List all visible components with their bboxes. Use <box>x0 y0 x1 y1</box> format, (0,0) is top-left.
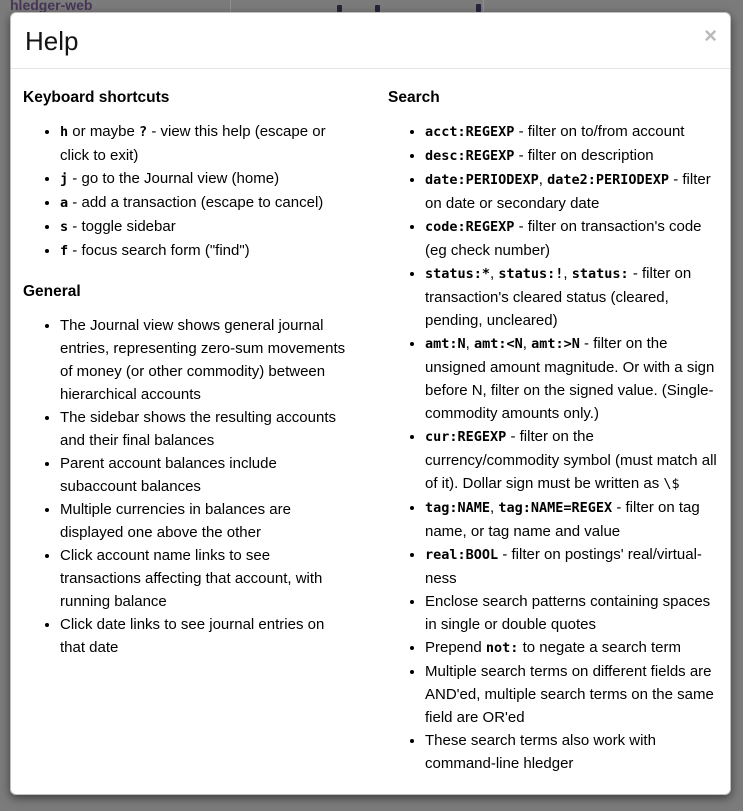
section-heading: Keyboard shortcuts <box>23 89 170 106</box>
text-run: - view this help (escape or click to exit) <box>60 123 326 164</box>
page-divider-line <box>483 0 484 12</box>
list-item <box>425 215 719 262</box>
page-backdrop <box>0 0 743 12</box>
help-column-left <box>23 69 371 779</box>
text-run: to negate a search term <box>518 639 681 656</box>
code-snippet: status:! <box>498 266 564 282</box>
text-run: The Journal view shows general journal entries, representing zero-sum movements of money (or other commodity) between hierarchical accounts <box>60 317 346 403</box>
text-run: - filter on to/from account <box>514 123 685 140</box>
code-snippet: date:PERIODEXP <box>425 172 539 188</box>
text-run: The sidebar shows the resulting accounts and their final balances <box>60 409 336 449</box>
text-run: - filter on the unsigned amount magnitude. Or with a sign before N, filter on the signed value. (Single-commodity amounts only.) <box>425 335 715 422</box>
text-run: - filter on tag name, or tag name and value <box>425 499 700 540</box>
code-snippet: s <box>60 219 69 235</box>
text-run: - focus search form ("find") <box>68 242 250 259</box>
section-list <box>388 120 719 775</box>
code-snippet: amt:<N <box>473 336 523 352</box>
list-item <box>60 167 353 191</box>
text-run: - filter on transaction's code (eg check number) <box>425 218 702 259</box>
text-run: - toggle sidebar <box>68 218 176 235</box>
code-snippet: tag:NAME <box>425 500 491 516</box>
list-item <box>425 168 719 215</box>
list-item <box>60 191 353 215</box>
text-run: , <box>538 171 548 188</box>
text-run: - filter on the currency/commodity symbol (must match all of it). Dollar sign must be written as <box>425 428 717 492</box>
code-snippet: j <box>60 171 69 187</box>
text-run: - filter on date or secondary date <box>425 171 711 212</box>
list-item <box>60 498 353 544</box>
text-run: , <box>490 265 499 282</box>
list-item <box>60 613 353 659</box>
section-list <box>23 120 353 263</box>
text-run: , <box>465 335 474 352</box>
text-run: , <box>522 335 532 352</box>
page-divider-line <box>230 0 231 12</box>
list-item <box>60 544 353 613</box>
list-item <box>60 215 353 239</box>
list-item <box>425 543 719 590</box>
text-run: Prepend <box>425 639 486 656</box>
section-list <box>23 314 353 659</box>
code-snippet: status:* <box>425 266 491 282</box>
code-snippet: code:REGEXP <box>425 219 515 235</box>
code-snippet: amt:N <box>425 336 466 352</box>
text-run: - filter on postings' real/virtual-ness <box>425 546 702 587</box>
list-item <box>425 660 719 729</box>
text-run: Parent account balances include subaccount balances <box>60 455 277 495</box>
page-heading-fragment <box>476 4 481 12</box>
list-item <box>60 452 353 498</box>
list-item <box>425 590 719 636</box>
text-run: Enclose search patterns containing spaces in single or double quotes <box>425 593 711 633</box>
close-icon[interactable]: × <box>704 23 717 48</box>
brand-link[interactable]: hledger-web <box>10 0 93 12</box>
list-item <box>60 406 353 452</box>
help-dialog <box>10 12 731 795</box>
text-run: Multiple search terms on different fields are AND'ed, multiple search terms on the same field are OR'ed <box>425 663 714 726</box>
text-run: Click account name links to see transactions affecting that account, with running balance <box>60 547 323 610</box>
code-snippet: desc:REGEXP <box>425 148 515 164</box>
code-snippet: h <box>60 124 69 140</box>
dialog-title: Help <box>25 26 79 56</box>
list-item <box>60 120 353 167</box>
code-snippet: date2:PERIODEXP <box>547 172 670 188</box>
text-run: Multiple currencies in balances are displayed one above the other <box>60 501 291 541</box>
text-run: These search terms also work with command-line hledger <box>425 732 656 772</box>
code-snippet: cur:REGEXP <box>425 429 507 445</box>
code-snippet: acct:REGEXP <box>425 124 515 140</box>
text-run: - filter on description <box>514 147 654 164</box>
list-item <box>425 262 719 332</box>
dialog-header <box>11 13 730 69</box>
list-item <box>425 729 719 775</box>
page-heading-fragment <box>375 5 380 12</box>
code-snippet: f <box>60 243 69 259</box>
list-item <box>425 425 719 496</box>
text-run: - add a transaction (escape to cancel) <box>68 194 324 211</box>
section-heading: Search <box>388 89 440 106</box>
list-item <box>60 239 353 263</box>
code-snippet: tag:NAME=REGEX <box>498 500 613 516</box>
text-run: - go to the Journal view (home) <box>68 170 280 187</box>
list-item <box>60 314 353 406</box>
section-heading: General <box>23 283 81 300</box>
list-item <box>425 496 719 543</box>
code-snippet: ? <box>139 124 148 140</box>
text-run: , <box>490 499 499 516</box>
code-snippet: a <box>60 195 69 211</box>
text-run: or maybe <box>68 123 140 140</box>
list-item <box>425 120 719 144</box>
text-run: Click date links to see journal entries on that date <box>60 616 325 656</box>
code-snippet: status: <box>571 266 629 282</box>
text-run: , <box>563 265 572 282</box>
text-run: - filter on transaction's cleared status (cleared, pending, uncleared) <box>425 265 692 329</box>
dialog-body <box>11 69 730 789</box>
list-item <box>425 636 719 660</box>
list-item <box>425 332 719 425</box>
list-item <box>425 144 719 168</box>
page-heading-fragment <box>337 5 342 12</box>
code-snippet: amt:>N <box>531 336 580 352</box>
code-snippet: \$ <box>663 476 680 492</box>
code-snippet: real:BOOL <box>425 547 499 563</box>
code-snippet: not: <box>485 640 519 656</box>
help-column-right <box>371 69 719 779</box>
